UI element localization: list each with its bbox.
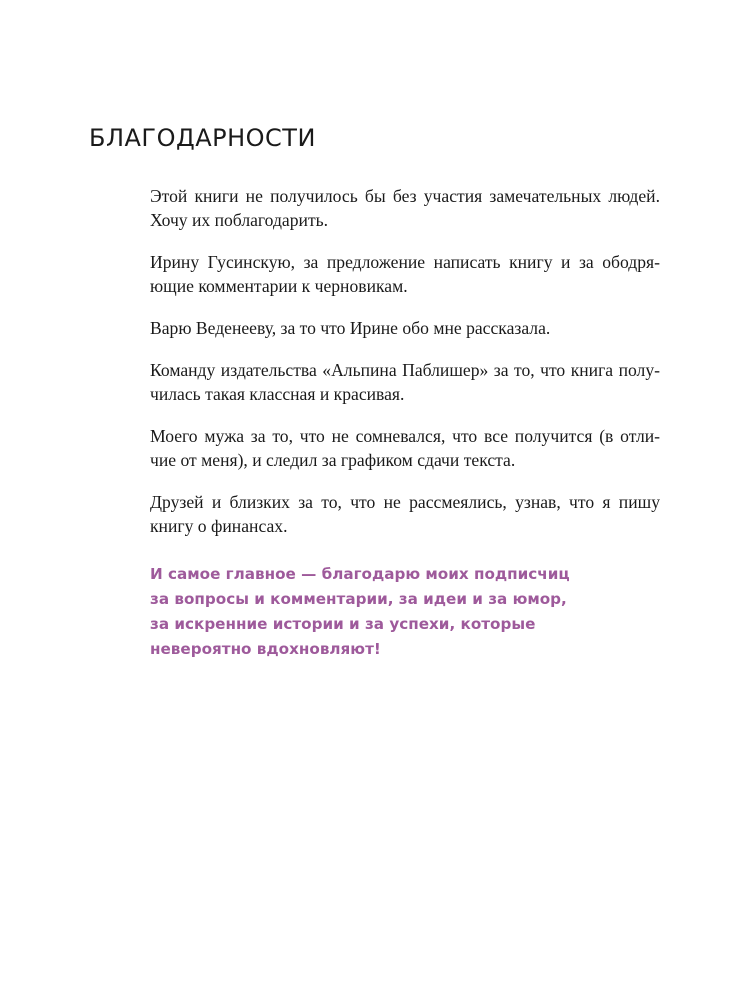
paragraph-line: Этой книги не получилось бы без участия замечательных людей. — [150, 186, 660, 206]
paragraph — [150, 358, 660, 406]
paragraph-line: Моего мужа за то, что не сомневался, что все получится (в отли- — [150, 426, 660, 446]
highlight-line: за искренние истории и за успехи, которые — [150, 615, 536, 633]
paragraph-line: чилась такая классная и красивая. — [150, 384, 405, 404]
paragraph — [150, 250, 660, 298]
paragraph — [150, 490, 660, 538]
paragraph-line: ющие комментарии к черновикам. — [150, 276, 408, 296]
paragraph-line: книгу о финансах. — [150, 516, 288, 536]
paragraph-line: Хочу их поблагодарить. — [150, 210, 329, 230]
acknowledgements-body — [150, 184, 660, 556]
paragraph-line: Ирину Гусинскую, за предложение написать книгу и за ободря- — [150, 252, 660, 272]
highlight-quote — [150, 562, 600, 662]
paragraph-line: Варю Веденееву, за то что Ирине обо мне рассказала. — [150, 318, 551, 338]
paragraph — [150, 424, 660, 472]
paragraph-line: Друзей и близких за то, что не рассмеялись, узнав, что я пишу — [150, 492, 660, 512]
page-title: БЛАГОДАРНОСТИ — [89, 124, 316, 152]
paragraph — [150, 184, 660, 232]
highlight-line: невероятно вдохновляют! — [150, 640, 381, 658]
highlight-line: И самое главное — благодарю моих подписчиц — [150, 565, 570, 583]
paragraph — [150, 316, 660, 340]
highlight-line: за вопросы и комментарии, за идеи и за юмор, — [150, 590, 567, 608]
paragraph-line: чие от меня), и следил за графиком сдачи текста. — [150, 450, 516, 470]
paragraph-line: Команду издательства «Альпина Паблишер» за то, что книга полу- — [150, 360, 660, 380]
